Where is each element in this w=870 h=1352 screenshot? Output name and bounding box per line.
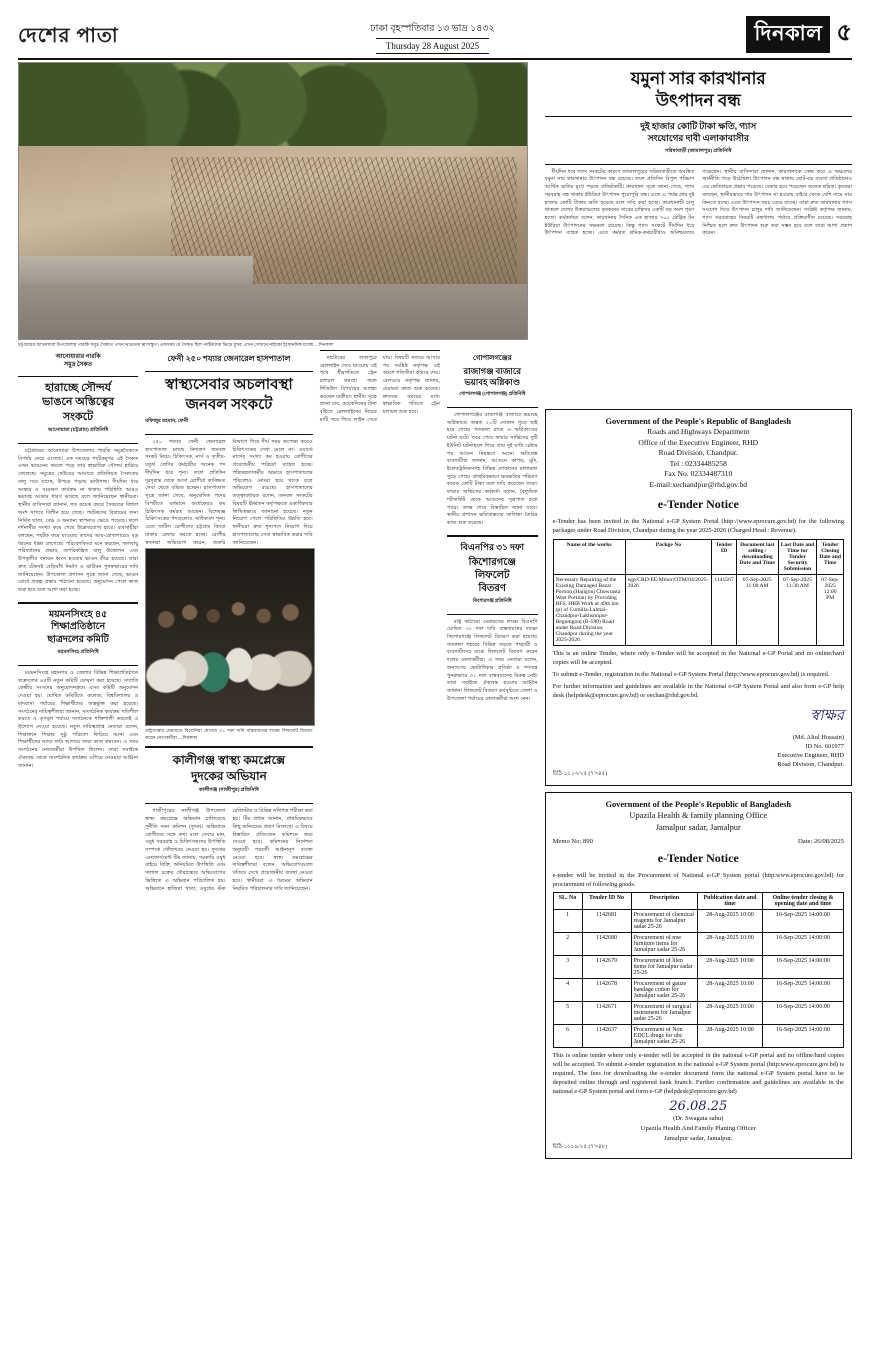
td-sl: 2 <box>553 932 582 955</box>
col1b-byline: ময়মনসিংহ প্রতিনিধি <box>57 648 99 655</box>
td-pubdate: 28-Aug-2025 10:00 <box>697 1001 762 1024</box>
col4b-byline: কিশোরগঞ্জ প্রতিনিধি <box>472 598 512 604</box>
col1b-headline: ময়মনসিংহে ৪৫ শিক্ষাপ্রতিষ্ঠানে ছাত্রদলের কমিটি <box>47 609 109 645</box>
tender2-title: e-Tender Notice <box>657 850 739 865</box>
col2b-byline: কালীগঞ্জ (গাজীপুর) প্রতিনিধি <box>198 787 259 794</box>
th-works: Name of the works <box>553 539 625 574</box>
col4b-kicker: বিএনপির ৩১ দফা <box>460 541 524 552</box>
tender2-sig-post: Upazila Health And Family Planing Officer <box>640 1124 756 1132</box>
col4-body: গোপালগঞ্জের রাজাগঞ্জ বাজারে ভয়াবহ অগ্নিকাণ্ডে অন্তত ২০টি দোকান পুড়ে ছাই হয়ে গেছে। গতকাল রাতে এ অগ্নিকাণ্ডের ঘটনা ঘটে। খবর পেয়ে ফায়ার সার্ভিসের দুটি ইউনিট ঘটনাস্থলে গিয়ে প্রায় দুই ঘণ্টা চেষ্টার পর আগুন নিয়ন্ত্রণে আনে। ক্ষতিগ্রস্ত ব্যবসায়ীরা জানান, আগুনে কাপড়, মুদি, ইলেকট্রনিকসসহ বিভিন্ন দোকানের মালামাল পুড়ে গেছে। প্রাথমিকভাবে ক্ষয়ক্ষতির পরিমাণ কয়েক কোটি টাকা বলে দাবি করেছেন তারা। ফায়ার সার্ভিসের কর্মকর্তা বলেন, বৈদ্যুতিক শর্টসার্কিট থেকে আগুনের সূত্রপাত হতে পারে। তদন্ত শেষে বিস্তারিত জানা যাবে। স্থানীয় প্রশাসন ক্ষতিগ্রস্তদের তালিকা তৈরির কাজ শুরু করেছে। <box>446 411 538 527</box>
col2-byline: মফিজুর রহমান, ফেনী <box>145 418 189 424</box>
memo-label: Memo No: <box>552 837 582 845</box>
date-bn: ঢাকা বৃহস্পতিবার ১৩ ভাদ্র ১৪৩২ <box>370 24 495 35</box>
tender1-note2: To submit e-Tender, registration in the National e-GP System Portal (http://www.eprocure.gov.bd) is required. <box>552 671 830 679</box>
brand-block <box>746 14 852 54</box>
tender2-sig-name: (Dr. Swagata sahu) <box>673 1115 724 1123</box>
td-closing: 16-Sep-2025 14:00:00 <box>762 932 843 955</box>
td-sl: 3 <box>553 955 582 978</box>
signature-mark-2 <box>553 1099 844 1114</box>
tender1-fax: Fax No. 02334487310 <box>664 469 733 479</box>
td-sl: 1 <box>553 909 582 932</box>
td-pubdate: 28-Aug-2025 10:00 <box>697 932 762 955</box>
td-tenderid: 1142681 <box>582 909 631 932</box>
th-tenderid: Tender ID No <box>582 892 631 909</box>
th-pubdate: Publication date and time <box>697 892 762 909</box>
tender1-code: চিঠি-১১১৩/২৫ (৭'×৪৫) <box>552 770 608 777</box>
th-tenderid: Tender ID <box>712 539 737 574</box>
td-pubdate: 28-Aug-2025 10:00 <box>697 1024 762 1047</box>
tender1-sig-name: (Md. Aliul Hossain) <box>792 733 844 741</box>
td-pubdate: 28-Aug-2025 10:00 <box>697 909 762 932</box>
col4b-headline: কিশোরগঞ্জে লিফলেট বিতরণ <box>468 556 516 594</box>
date-value: 26/08/2025 <box>813 837 844 845</box>
td-sl: 5 <box>553 1001 582 1024</box>
date-label: Date: <box>798 837 813 845</box>
col3b-body: নাটোরের লালপুরে রেললাইন দেবে যাওয়ায় ওই পথে ধীরগতিতে ট্রেন চলাচল করছে। ফলে শিডিউল বিপর্যয়ের আশঙ্কা করছেন যাত্রীরা। স্থানীয় সূত্রে জানা যায়, কয়েকদিনের টানা বৃষ্টিতে রেললাইনের নিচের মাটি সরে গিয়ে লাইন দেবে যায়। বিষয়টি নজরে আসার পর সংশ্লিষ্ট কর্তৃপক্ষ ওই অংশে গতিসীমা কমিয়ে দেয়। রেলওয়ে কর্তৃপক্ষ জানায়, মেরামত কাজ শুরু হয়েছে। দ্রুততম সময়ের মধ্যে স্বাভাবিক গতিতে ট্রেন চলাচল শুরু হবে। <box>319 354 440 423</box>
table-row <box>553 1024 843 1047</box>
td-description: Procurement of msr furniture items for Jamalpur sadar 25-26 <box>631 932 697 955</box>
td-closing: 16-Sep-2025 14:00:00 <box>762 955 843 978</box>
tender1-note1: This is an online Tender, where only e-Tender will be accepted in the National e-GP Portal and no online/hard copies will be accepted. <box>552 649 844 667</box>
tender1-note3: For further information and guidelines are available in the National e-GP System Portal and also form e-GP help desk (helpdesk@eprocure.gov.bd) or eechan@rhd.gov.bd. <box>552 683 844 700</box>
col2-kicker: ফেনী ২৫০ শয্যার জেনারেল হাসপাতাল <box>167 354 291 363</box>
th-sl: SL. No <box>553 892 582 909</box>
td-works: Necessary Repairing of the Existing Damaged Bazar Portion (Hajigonj Chowrasta West Portion) by Providing BFS, HBB Work at 49th km (p) of Cumilla-Lalmai- Chandpur-Lakhsmipur- Begumgonj (R-180) Road under Road Division, Chandpur during the year 2025-2026. <box>553 574 625 645</box>
tender2-note: This is online tender where only e-tender will be accepted in the national e-GP portal and no offline/hard copies will be accepted. To submit e-tender registration in the national e-GP System portal (http:www.eprocure.gov.bd) is required. The fees for downloading the e-tender document form the national e-GP System portal have to be deposited online through and registered bank branch. Further confirmation and guidelines are available in the national e-GP System portal and form e-GP (helpdesk@eprocure.gov.bd) <box>552 1051 844 1096</box>
td-sl: 6 <box>553 1024 582 1047</box>
lead-photo-caption: চট্টগ্রামের আনোয়ারা উপজেলার পারকি সমুদ্র সৈকতে এখন ভাঙনের ধ্বংসস্তূপ। একসময় যে সৈকত ছিল পর্যটকদের ভিড়ে মুখর, এখন সেখানে নাইকো ইকোনমিক যাচ্ছে —দিনকাল <box>18 342 334 347</box>
td-tenderid: 1141567 <box>712 574 737 645</box>
tender1-sig-title: ID No. 601977 <box>805 742 844 750</box>
tender1-title: e-Tender Notice <box>657 496 739 511</box>
td-description: Procurement of lilen items for Jamalpur sadar 25-26 <box>631 955 697 978</box>
tender1-division: Road Division, Chandpur. <box>658 448 738 458</box>
td-security: 07-Sep-2025 11:30 AM <box>778 574 817 645</box>
tender-notice-rhd <box>545 409 852 786</box>
td-closing: 16-Sep-2025 14:00:00 <box>762 909 843 932</box>
tender1-intro: e-Tender has been invited in the National e-GP System Portal (http://www.eprocure.gov.bd) for the following packages under Road Division, Chandpur during the year 2025-2026 (Charged Head : Revenue). <box>552 517 844 534</box>
td-tenderid: 1142679 <box>582 955 631 978</box>
date-en: Thursday 28 August 2025 <box>376 38 489 54</box>
td-description: Procurement of surgical instrument for Jamalpur sadar 25-26 <box>631 1001 697 1024</box>
td-closing: 16-Sep-2025 14:00:00 <box>762 1001 843 1024</box>
col4b-body: রাষ্ট্র কাঠামো মেরামতের লক্ষ্যে বিএনপি ঘোষিত ৩১ দফা দাবি বাস্তবায়নের লক্ষ্যে কিশোরগঞ্জে লিফলেট বিতরণ করা হয়েছে। গতকাল শহরের বিভিন্ন সড়কে পথচারী ও ব্যবসায়ীদের মাঝে লিফলেট বিতরণ করেন দলের নেতাকর্মীরা। এ সময় নেতারা বলেন, জনগণের ভোটাধিকার প্রতিষ্ঠা ও গণতন্ত্র পুনরুদ্ধারে ৩১ দফা বাস্তবায়নের বিকল্প নেই। তারা সবাইকে ঐক্যবদ্ধ হওয়ার আহ্বান জানান। লিফলেট বিতরণ কর্মসূচিতে জেলা ও উপজেলা পর্যায়ের নেতাকর্মীরা অংশ নেন। <box>446 618 538 702</box>
td-doc-date: 07-Sep-2025 11:00 AM <box>736 574 778 645</box>
col5-body: দীর্ঘদিন ধরে গ্যাস সংকটের কারণে জামালপুরের সরিষাবাড়ীতে অবস্থিত যমুনা সার কারখানার উৎপাদন বন্ধ রয়েছে। ফলে প্রতিদিন বিপুল পরিমাণ আর্থিক ক্ষতির মুখে পড়ছে প্রতিষ্ঠানটি। কারখানা সূত্রে জানা গেছে, গ্যাস সরবরাহ বন্ধ থাকায় ইউরিয়া উৎপাদন পুরোপুরি বন্ধ। এতে এ পর্যন্ত প্রায় দুই হাজার কোটি টাকার ক্ষতি হয়েছে বলে দাবি করা হচ্ছে। কারখানাটি চালু থাকলে দেশের উত্তরাঞ্চলের কৃষকদের সারের চাহিদার একটি বড় অংশ পূরণ হতো। কর্মকর্তারা বলেন, কারখানায় দৈনিক এক হাজার ৭০০ মেট্রিক টন ইউরিয়া উৎপাদনের সক্ষমতা রয়েছে। কিন্তু গ্যাস সংকটে দীর্ঘদিন ধরে উৎপাদন ব্যাহত হচ্ছে। এতে কর্মরত শ্রমিক-কর্মচারীরাও অনিশ্চয়তায় পড়েছেন। স্থানীয় বাসিন্দারা জানান, কারখানাকে কেন্দ্র করে এ অঞ্চলের অর্থনীতি গড়ে উঠেছিল। উৎপাদন বন্ধ থাকায় ছোট-বড় ব্যবসা প্রতিষ্ঠানেও এর নেতিবাচক প্রভাব পড়েছে। বেকার হয়ে পড়েছেন অনেক শ্রমিক। কৃষকরা বলছেন, স্থানীয়ভাবে সার উৎপাদন না হওয়ায় বাইরে থেকে বেশি দামে সার কিনতে হচ্ছে। এতে উৎপাদন খরচ বেড়ে যাচ্ছে। তারা দ্রুত কারখানায় গ্যাস সংযোগ দিয়ে উৎপাদন চালুর দাবি জানিয়েছেন। সংশ্লিষ্ট কর্তৃপক্ষ জানায়, গ্যাস সরবরাহের বিষয়টি মন্ত্রণালয় পর্যায়ে প্রক্রিয়াধীন রয়েছে। সরবরাহ নিশ্চিত হলে দ্রুত উৎপাদন শুরু করা সম্ভব হবে বলে তারা আশা প্রকাশ করেন। <box>544 168 852 237</box>
col4-byline: গোপালগঞ্জ (গোপালগঞ্জ) প্রতিনিধি <box>459 391 526 397</box>
tender1-gov: Government of the People's Republic of Bangladesh <box>605 416 792 426</box>
td-pubdate: 28-Aug-2025 10:00 <box>697 955 762 978</box>
table-header-row <box>553 892 843 909</box>
col1-headline: হারাচ্ছে সৌন্দর্য ভাঙনে অস্তিত্বের সংকটে <box>42 382 115 423</box>
date-block <box>119 23 747 54</box>
tender1-sig-addr: Road Division, Chandpur. <box>777 761 844 769</box>
tender1-tel: Tel : 02334485258 <box>669 458 727 468</box>
table-row <box>553 1001 843 1024</box>
page-number: ৫ <box>836 20 852 46</box>
th-security: Last Date and Time for Tender Security Submission <box>778 539 817 574</box>
col1b-body: ময়মনসিংহে মহানগর ও জেলার বিভিন্ন শিক্ষাপ্রতিষ্ঠানে ছাত্রদলের ৪৫টি নতুন কমিটি ঘোষণা করা হয়েছে। সম্প্রতি কেন্দ্রীয় সংসদের অনুমোদনক্রমে এসব কমিটি অনুমোদন দেওয়া হয়। ঘোষিত কমিটিতে কলেজ, বিশ্ববিদ্যালয় ও মাদরাসা পর্যায়ের শিক্ষার্থীদের অন্তর্ভুক্ত করা হয়েছে। সংগঠনের দায়িত্বশীলরা জানান, সাংগঠনিক কার্যক্রম গতিশীল করতে ও তৃণমূল পর্যায়ে সংগঠনকে শক্তিশালী করতেই এ উদ্যোগ নেওয়া হয়েছে। নতুন দায়িত্বপ্রাপ্ত নেতারা বলেন, শিক্ষাঙ্গনে শিক্ষার সুষ্ঠু পরিবেশ ফিরিয়ে আনা এবং শিক্ষার্থীদের ন্যায্য দাবি আদায়ে তারা কাজ করবেন। এ সময় সংগঠনের নেতাকর্মীরা উপস্থিত ছিলেন। তারা সবাইকে ঐক্যবদ্ধ থেকে সাংগঠনিক কার্যক্রম এগিয়ে নেওয়ার আহ্বান জানান। <box>18 669 139 769</box>
signature-mark: স্বাক্ষর <box>810 705 844 724</box>
td-description: Procurement of gauze bandage cotton for Jamalpur sadar 25-26 <box>631 978 697 1001</box>
tender2-office: Jamalpur sadar, Jamalpur <box>655 822 741 832</box>
tender1-table <box>553 539 844 646</box>
lead-photo <box>18 62 528 340</box>
tender2-dept: Upazila Health & family planning Office <box>629 811 768 820</box>
photo-leaflet-caption: রাষ্ট্রসংস্কার মেরামতে বিলেনিয়া যোগদে ৩১ দফা দাবি বাস্তবায়নের লক্ষ্যে লিফলেট বিতরণ করেন নেতাকর্মীরা —দিনকাল <box>145 728 313 740</box>
table-row <box>553 955 843 978</box>
brand-logo: দিনকাল <box>746 16 830 53</box>
table-row <box>553 909 843 932</box>
td-tenderid: 1142637 <box>582 1024 631 1047</box>
tender2-code: চিঠি-১১১৯/২৫ (৭'×৪৮) <box>552 1144 608 1151</box>
col1-kicker: আনোয়ারার পারকি সমুদ্র সৈকত <box>55 354 101 368</box>
col1-byline: আনোয়ারা (চট্টগ্রাম) প্রতিনিধি <box>47 426 109 433</box>
table-header-row <box>553 539 843 574</box>
col2b-headline: কালীগঞ্জ স্বাস্থ্য কমপ্লেক্সে দুদকের অভিযান <box>172 753 286 783</box>
td-description: Procurement of Non EDCL drugs for ubc Jamalpur sadar 25-26 <box>631 1024 697 1047</box>
tender-notice-health <box>545 792 852 1159</box>
td-closing: 16-Sep-2025 14:00:00 <box>762 1024 843 1047</box>
td-tenderid: 1142680 <box>582 932 631 955</box>
table-row <box>553 978 843 1001</box>
table-row <box>553 574 843 645</box>
tender1-office: Office of the Executive Engineer, RHD <box>638 437 759 447</box>
photo-leaflet <box>145 548 315 726</box>
lead-photo-block <box>18 62 526 348</box>
col2-headline: স্বাস্থ্যসেবার অচলাবস্থা জনবল সংকটে <box>165 377 293 413</box>
td-closing: 07-Sep-2025 12:00 PM <box>817 574 844 645</box>
tender2-table <box>553 892 844 1048</box>
tender2-gov: Government of the People's Republic of Bangladesh <box>605 799 792 809</box>
th-doc-date: Document last selling / downloading Date and Time <box>736 539 778 574</box>
col5-kicker: যমুনা সার কারখানার উৎপাদন বন্ধ <box>630 69 766 111</box>
th-package: Packge No <box>625 539 712 574</box>
td-tenderid: 1142671 <box>582 1001 631 1024</box>
th-closing: Tender Closing Date and Time <box>817 539 844 574</box>
masthead <box>18 14 852 60</box>
td-pubdate: 28-Aug-2025 10:00 <box>697 978 762 1001</box>
memo-value: 890 <box>582 837 593 845</box>
col2-body: ২৫০ শয্যার ফেনী জেনারেল হাসপাতাল চলছে নিদারুণ জনবল সংকট নিয়ে। চিকিৎসক, নার্স ও তৃতীয়-চতুর্থ শ্রেণির কর্মচারীর অনেক পদ দীর্ঘদিন ধরে শূন্য। ফলে প্রতিদিন দূরদূরান্ত থেকে আসা রোগীরা কাঙ্ক্ষিত সেবা থেকে বঞ্চিত হচ্ছেন। হাসপাতাল সূত্রে জানা গেছে, অনুমোদিত পদের বিপরীতে বর্তমানে অর্ধেকেরও কম চিকিৎসক কর্মরত আছেন। বিশেষজ্ঞ চিকিৎসকের পদগুলোও অধিকাংশ শূন্য। এতে জটিল রোগীদের চট্টগ্রাম কিংবা ঢাকায় রেফার করতে হচ্ছে। রোগীর স্বজনরা অভিযোগ করেন, জরুরি বিভাগে গিয়ে দীর্ঘ সময় অপেক্ষা করেও চিকিৎসকের দেখা মেলে না। ওয়ার্ডে নার্সের সংখ্যা কম হওয়ায় রোগীদের প্রয়োজনীয় পরিচর্যা ব্যাহত হচ্ছে। পরিচ্ছন্নতাকর্মীর অভাবে হাসপাতালের পরিবেশও নোংরা হয়ে থাকে বলে অভিযোগ রয়েছে। হাসপাতালের তত্ত্বাবধায়ক বলেন, জনবল সংকটের বিষয়টি ঊর্ধ্বতন কর্তৃপক্ষকে একাধিকবার লিখিতভাবে জানানো হয়েছে। নতুন নিয়োগ পেলে পরিস্থিতির উন্নতি হবে। স্থানীয়রা দ্রুত শূন্যপদে নিয়োগ দিয়ে হাসপাতালের সেবা স্বাভাবিক করার দাবি জানিয়েছেন। <box>145 439 313 546</box>
col2b-body: গাজীপুরের কালীগঞ্জ উপজেলা স্বাস্থ্য কমপ্লেক্সে অভিযান চালিয়েছে দুর্নীতি দমন কমিশন (দুদক)। অভিযানে রোগীদের সঙ্গে কথা বলে সেবার মান, ওষুধ সরবরাহ ও চিকিৎসকদের উপস্থিতি সম্পর্কে খোঁজখবর নেওয়া হয়। দুদকের এনফোর্সমেন্ট টিম জানায়, সরকারি ওষুধ বাইরে বিক্রি, অনিয়মিত উপস্থিতি এবং দালাল চক্রের দৌরাত্ম্যের অভিযোগের ভিত্তিতে এ অভিযান পরিচালিত হয়। অভিযানে হাজিরা খাতা, ওষুধের স্টক রেজিস্টার ও বিভিন্ন নথিপত্র পরীক্ষা করা হয়। টিম প্রধান জানান, প্রাথমিকভাবে কিছু অনিয়মের প্রমাণ মিলেছে। এ বিষয়ে বিস্তারিত প্রতিবেদন কমিশনে জমা দেওয়া হবে। কমিশনের নির্দেশনা অনুযায়ী পরবর্তী আইনানুগ ব্যবস্থা নেওয়া হবে। স্বাস্থ্য কমপ্লেক্সের দায়িত্বশীলরা বলেন, অভিযোগগুলো খতিয়ে দেখে প্রয়োজনীয় ব্যবস্থা নেওয়া হবে। স্থানীয়রা এ ধরনের অভিযান নিয়মিত পরিচালনার দাবি জানিয়েছেন। <box>145 808 313 892</box>
col5-subhead: দুই হাজার কোটি টাকা ক্ষতি, গ্যাস সংযোগের দাবী এলাকাবাসীর <box>640 121 757 143</box>
table-row <box>553 932 843 955</box>
th-description: Description <box>631 892 697 909</box>
section-title: দেশের পাতা <box>18 25 119 47</box>
col1-body: চট্টগ্রামের আনোয়ারা উপজেলার পারকি সমুদ্রসৈকতে বিপর্যয় নেমে এসেছে। এক সময়ের পর্যটকমুখর এই সৈকত এখন ভাঙনের কবলে পড়ে তার স্বাভাবিক সৌন্দর্য হারিয়ে ফেলেছে। সমুদ্রের ঢেউয়ের আঘাতে প্রতিনিয়ত সৈকতের বালু সরে যাচ্ছে, উপড়ে পড়ছে ঝাউগাছ। দীর্ঘদিন ধরে সংস্কার ও সংরক্ষণ কার্যক্রম না থাকায় পরিস্থিতি আরও ভয়াবহ আকার ধারণ করেছে বলে জানিয়েছেন স্থানীয়রা। স্থানীয় বাসিন্দারা জানান, গত কয়েক বছরে সৈকতের বিশাল অংশ সাগরে বিলীন হয়ে গেছে। পর্যটকদের বিশ্রামের জন্য নির্মিত ছাতা, বেঞ্চ ও অন্যান্য স্থাপনাও ভেঙে পড়েছে। ফলে দর্শনার্থীর সংখ্যা কমে গেছে উল্লেখযোগ্য হারে। ব্যবসায়ীরা বলছেন, পর্যটক কমে যাওয়ায় তাদের আয়-রোজগারেও বড় ধরনের ধাক্কা লেগেছে। পরিবেশবিদরা মনে করছেন, জলবায়ু পরিবর্তনের প্রভাব, অপরিকল্পিত বালু উত্তোলন এবং উপকূলীয় বনায়ন ধ্বংস হওয়ায় ভাঙন তীব্র হয়েছে। তারা দ্রুত টেকসই বেড়িবাঁধ নির্মাণ ও ঝাউবন পুনরুদ্ধারের দাবি জানিয়েছেন। উপজেলা প্রশাসন সূত্রে জানা গেছে, ভাঙন রোধে প্রকল্প প্রস্তাব পাঠানো হয়েছে। অনুমোদন পেলে কাজ শুরু হবে বলে আশা করা হচ্ছে। <box>18 447 139 594</box>
col5-byline: সরিষাবাড়ী (জামালপুর) প্রতিনিধি <box>664 147 732 154</box>
td-tenderid: 1142678 <box>582 978 631 1001</box>
tender2-sig-date: 26.08.25 <box>669 1099 728 1115</box>
td-sl: 4 <box>553 978 582 1001</box>
tender1-email: E-mail:xechandpur@rhd.gov.bd <box>649 480 748 490</box>
tender2-date <box>798 838 844 845</box>
col4-headline: রাজাগঞ্জ বাজারে ভয়াবহ অগ্নিকাণ্ড <box>463 365 521 387</box>
col4-kicker: গোপালগঞ্জের <box>472 354 512 362</box>
td-package: egp/CRD/EE/Minor/OTM/04/2025-2026 <box>625 574 712 645</box>
tender1-sig-post: Executive Engineer, RHD <box>777 752 844 760</box>
tender1-dept: Roads and Highways Department <box>647 426 750 436</box>
th-closing: Online tender closing & opening date and time <box>762 892 843 909</box>
tender2-memo <box>553 838 593 845</box>
column-5 <box>545 68 852 1336</box>
tender2-sig-addr: Jamalpur sadar, Jamalpur. <box>664 1134 733 1142</box>
tender2-intro: e-tender will be invited in the Procurement of National e-GP System portal (http:www.eprocure.gov.bd) for procurement of following goods. <box>552 871 844 888</box>
td-closing: 16-Sep-2025 14:00:00 <box>762 978 843 1001</box>
td-description: Procurement of chemical reagents for Jamalpur sadar 25-26 <box>631 909 697 932</box>
